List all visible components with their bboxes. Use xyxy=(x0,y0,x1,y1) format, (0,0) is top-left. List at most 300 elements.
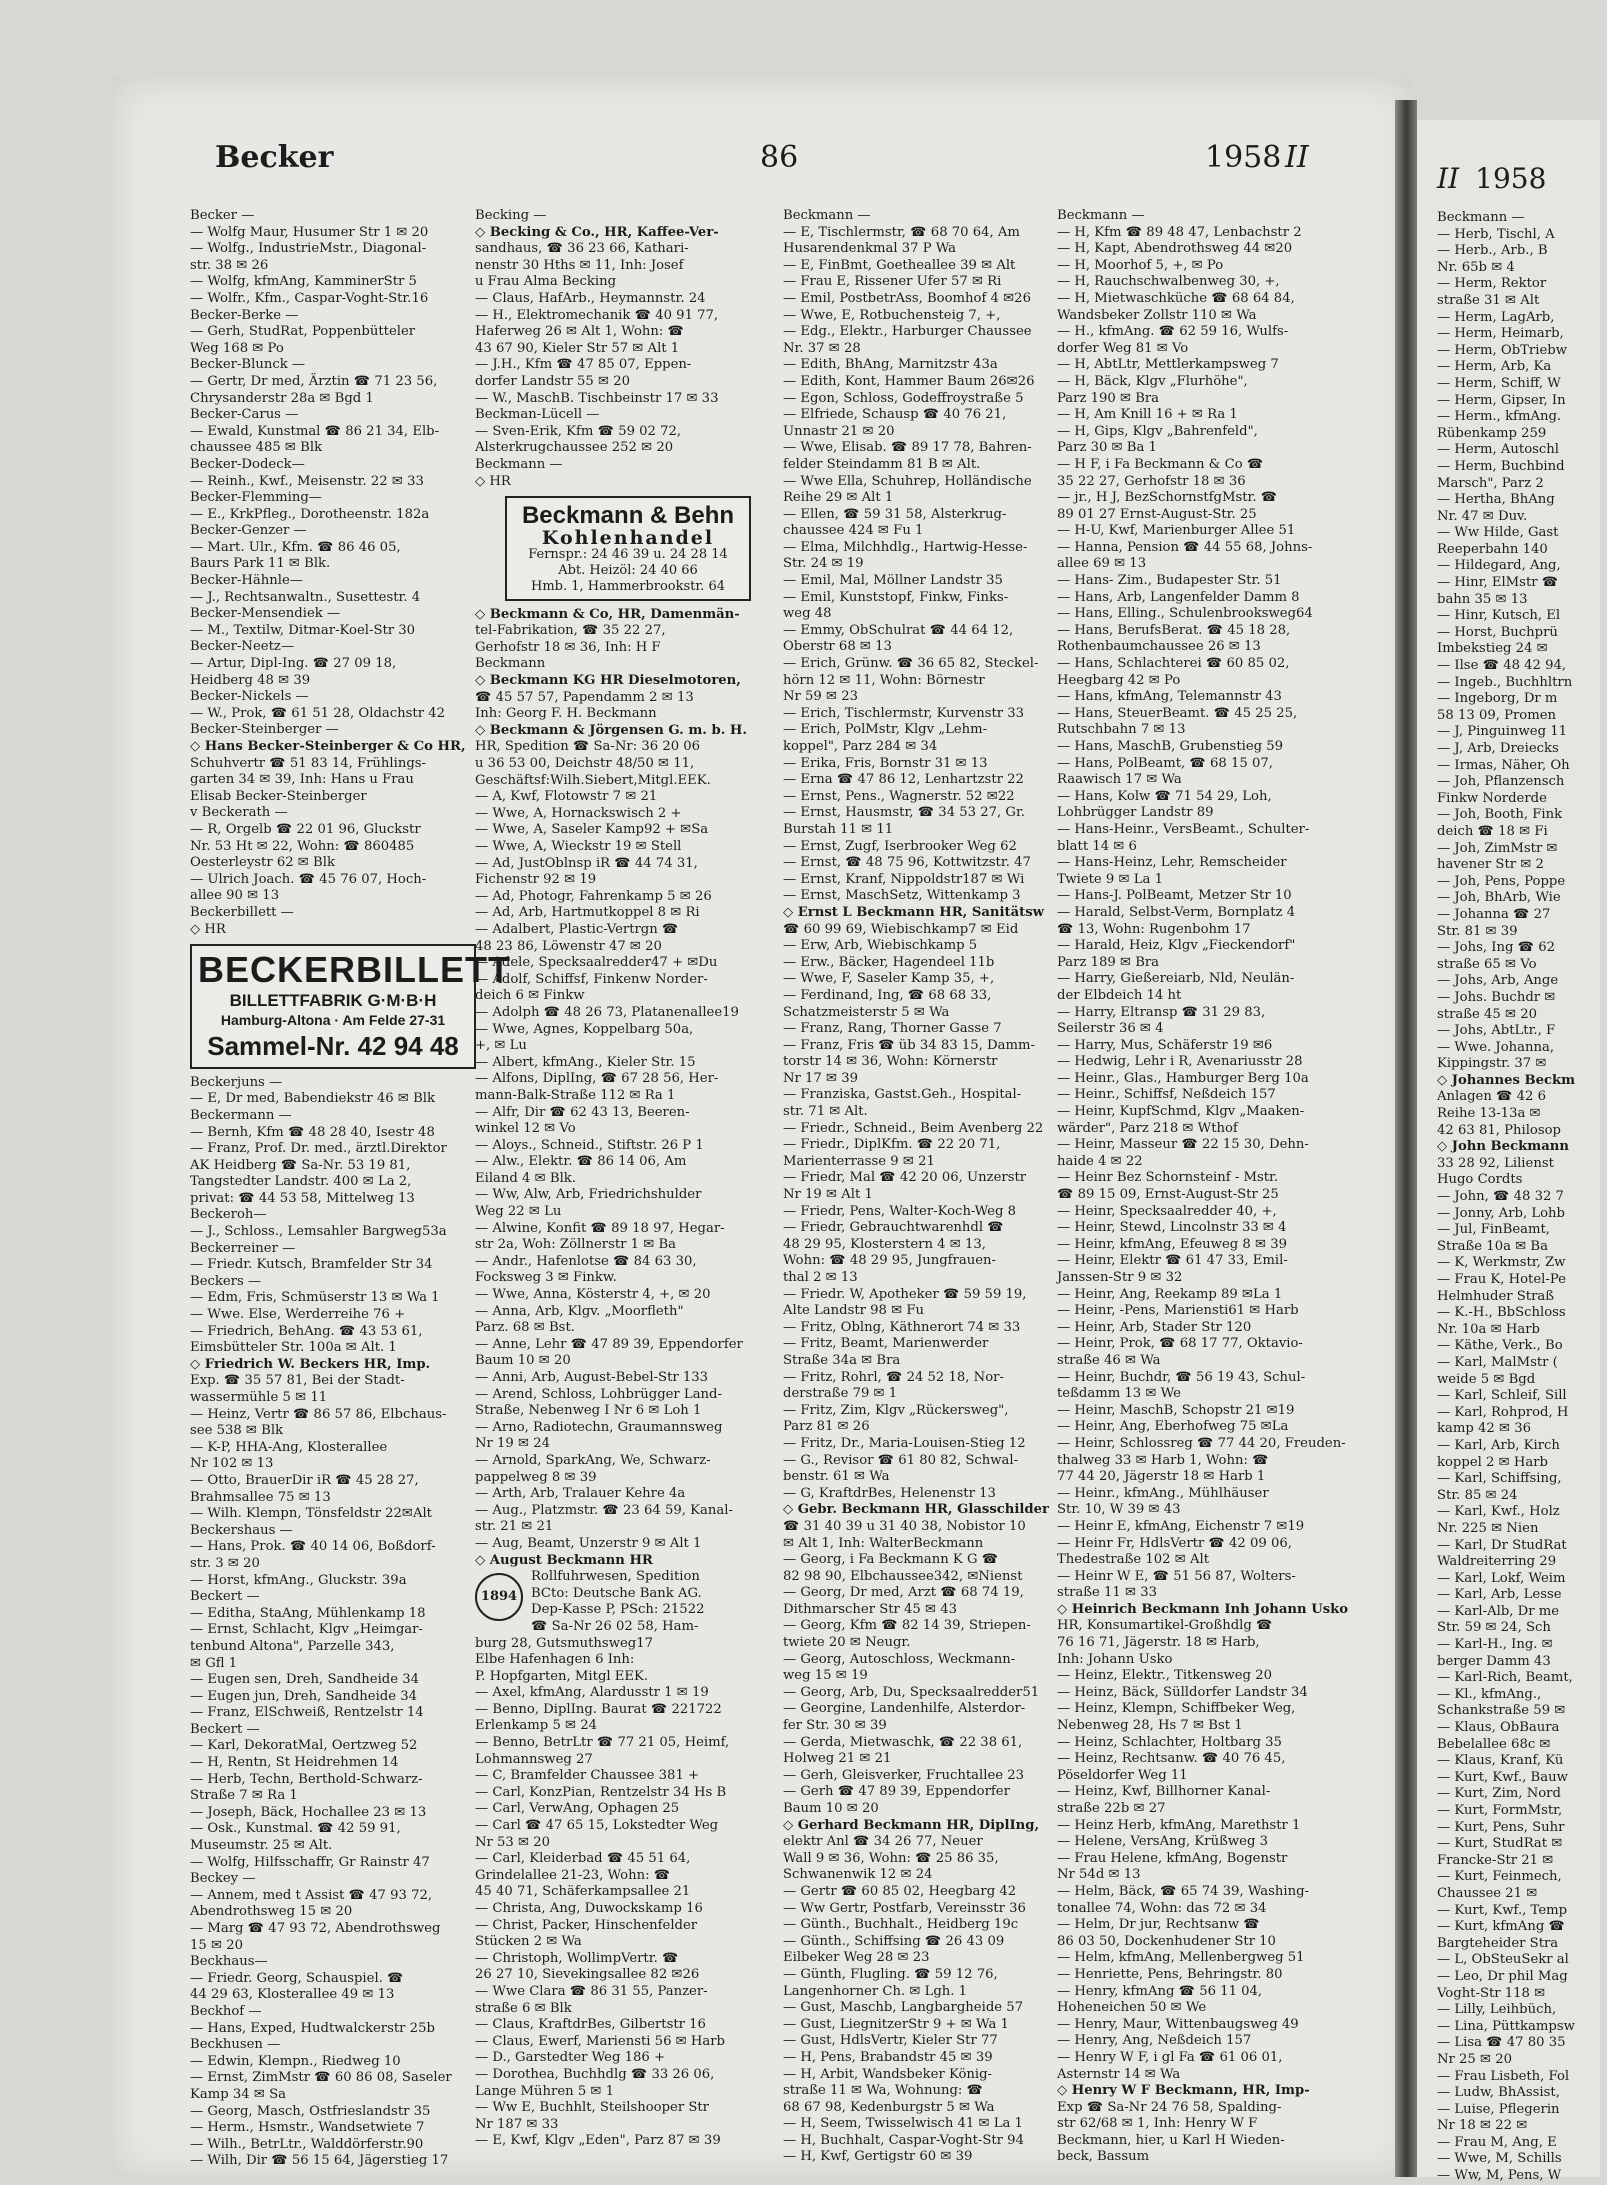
directory-entry: — Wwe. Johanna, xyxy=(1437,1039,1555,1055)
directory-entry: — Gerda, Mietwaschk, ☎ 22 38 61, xyxy=(783,1734,1023,1750)
directory-entry: — Johs, Ing ☎ 62 xyxy=(1437,940,1555,956)
directory-entry: — Kurt, Zim, Nord xyxy=(1437,1786,1561,1802)
directory-entry: — Joh, Pflanzensch xyxy=(1437,774,1565,790)
directory-entry: — Ernst, Hausmstr, ☎ 34 53 27, Gr. xyxy=(783,805,1025,821)
directory-entry: Nebenweg 28, Hs 7 ✉ Bst 1 xyxy=(1057,1718,1243,1734)
directory-entry: — Herm, Heimarb, xyxy=(1437,326,1564,342)
directory-entry: — Friedr., Schneid., Beim Avenberg 22 xyxy=(783,1120,1044,1136)
directory-entry: ✉ Gfl 1 xyxy=(190,1655,238,1671)
page-header-left: Becker xyxy=(215,140,334,175)
directory-entry: ◇ John Beckmann xyxy=(1437,1139,1569,1155)
directory-entry: 35 22 27, Gerhofstr 18 ✉ 36 xyxy=(1057,473,1246,489)
directory-entry: straße 11 ✉ 33 xyxy=(1057,1585,1158,1601)
directory-entry: Wall 9 ✉ 36, Wohn: ☎ 25 86 35, xyxy=(783,1850,999,1866)
directory-entry: Exp. ☎ 35 57 81, Bei der Stadt- xyxy=(190,1373,405,1389)
directory-entry: — Ferdinand, Ing, ☎ 68 68 33, xyxy=(783,987,992,1003)
directory-entry: — Ww Hilde, Gast xyxy=(1437,525,1559,541)
directory-entry: — Ernst, Schlacht, Klgv „Heimgar- xyxy=(190,1622,423,1638)
directory-entry: — Frau Lisbeth, Fol xyxy=(1437,2068,1570,2084)
directory-entry: — Carl ☎ 47 65 15, Lokstedter Weg xyxy=(475,1818,719,1834)
ad-subtitle: Kohlenhandel xyxy=(541,527,715,550)
directory-entry: garten 34 ✉ 39, Inh: Hans u Frau xyxy=(190,772,414,788)
directory-entry: Reeperbahn 140 xyxy=(1437,541,1548,557)
directory-entry: Parz 189 ✉ Bra xyxy=(1057,954,1160,970)
directory-entry: dorfer Weg 81 ✉ Vo xyxy=(1057,340,1189,356)
directory-entry: Parz 81 ✉ 26 xyxy=(783,1419,870,1435)
beckmann-behn-ad xyxy=(505,496,751,601)
directory-entry: straße 22b ✉ 27 xyxy=(1057,1801,1166,1816)
directory-entry: — Fritz, Zim, Klgv „Rückersweg", xyxy=(783,1402,1009,1418)
directory-entry: — Kurt, StudRat ✉ xyxy=(1437,1836,1563,1852)
directory-entry: — Emil, Kunststopf, Finkw, Finks- xyxy=(783,589,1009,605)
directory-entry: — Karl, DekoratMal, Oertzweg 52 xyxy=(190,1738,418,1754)
directory-entry: allee 90 ✉ 13 xyxy=(190,888,280,904)
directory-entry: — Elfriede, Schausp ☎ 40 76 21, xyxy=(783,407,1007,423)
directory-entry: — Leo, Dr phil Mag xyxy=(1437,1968,1568,1984)
directory-entry: +, ✉ Lu xyxy=(475,1038,527,1054)
directory-entry: — Aloys., Schneid., Stiftstr. 26 P 1 xyxy=(475,1137,704,1153)
directory-entry: Straße, Nebenweg I Nr 6 ✉ Loh 1 xyxy=(475,1403,702,1419)
directory-entry: Langenhorner Ch. ✉ Lgh. 1 xyxy=(783,1983,968,1999)
directory-entry: — Hans, MaschB, Grubenstieg 59 xyxy=(1057,739,1284,754)
directory-entry: AK Heidberg ☎ Sa-Nr. 53 19 81, xyxy=(190,1157,411,1173)
directory-entry: — Alw., Elektr. ☎ 86 14 06, Am xyxy=(475,1154,687,1170)
directory-entry: — Osk., Kunstmal. ☎ 42 59 91, xyxy=(190,1821,401,1837)
directory-entry: — Kurt, Feinmech, xyxy=(1437,1869,1562,1885)
directory-entry: Holweg 21 ✉ 21 xyxy=(783,1751,892,1767)
directory-entry: — Heinz, Rechtsanw. ☎ 40 76 45, xyxy=(1057,1751,1286,1767)
directory-entry: — Herm., Hsmstr., Wandsetwiete 7 xyxy=(190,2120,425,2136)
directory-entry: — Friedr. Georg, Schauspiel. ☎ xyxy=(190,1970,404,1986)
directory-entry: havener Str ✉ 2 xyxy=(1437,857,1544,873)
directory-entry: Imbekstieg 24 ✉ xyxy=(1437,641,1548,657)
directory-entry: — Kl., kfmAng., xyxy=(1437,1686,1542,1702)
directory-entry: — Jonny, Arb, Lohb xyxy=(1437,1205,1565,1221)
directory-entry: Nr. 47 ✉ Duv. xyxy=(1437,508,1528,524)
directory-entry: — Gertr, Dr med, Ärztin ☎ 71 23 56, xyxy=(190,373,438,389)
directory-entry: Becker — xyxy=(190,208,255,223)
directory-entry: — Hans-Heinz, Lehr, Remscheider xyxy=(1057,855,1287,871)
directory-entry: Nr. 10a ✉ Harb xyxy=(1437,1321,1540,1337)
directory-entry: Becker-Genzer — xyxy=(190,523,307,539)
directory-entry: — Luise, Pflegerin xyxy=(1437,2101,1560,2117)
directory-entry: Beckmann — xyxy=(783,208,871,223)
directory-entry: — J.H., Kfm ☎ 47 85 07, Eppen- xyxy=(475,357,692,373)
directory-entry: Beckey — xyxy=(190,1871,256,1887)
directory-entry: — Hans-Heinr., VersBeamt., Schulter- xyxy=(1057,821,1310,837)
directory-entry: — Heinr Bez Schornsteinf - Mstr. xyxy=(1057,1170,1279,1186)
directory-entry: — Hans, BerufsBerat. ☎ 45 18 28, xyxy=(1057,622,1291,638)
directory-entry: u Frau Alma Becking xyxy=(475,274,617,290)
directory-entry: ◇ Johannes Beckm xyxy=(1437,1072,1576,1088)
directory-entry: — Franz, Prof. Dr. med., ärztl.Direktor xyxy=(190,1141,447,1157)
directory-entry: — Karl, Rohprod, H xyxy=(1437,1404,1569,1420)
ad-address: Hamburg-Altona · Am Felde 27-31 xyxy=(220,1012,446,1029)
directory-entry: — Franz, ElSchweiß, Rentzelstr 14 xyxy=(190,1705,424,1721)
directory-entry: — Arth, Arb, Tralauer Kehre 4a xyxy=(475,1486,686,1502)
directory-entry: — Gust, HdlsVertr, Kieler Str 77 xyxy=(783,2033,998,2049)
directory-entry: — Wwe, Elisab. ☎ 89 17 78, Bahren- xyxy=(783,440,1032,456)
directory-entry: ◇ Friedrich W. Beckers HR, Imp. xyxy=(190,1356,431,1372)
directory-entry: hörn 12 ✉ 11, Wohn: Börnestr xyxy=(783,672,985,688)
page-number: 86 xyxy=(760,140,799,175)
directory-entry: — Wwe, Agnes, Koppelbarg 50a, xyxy=(475,1021,694,1037)
facing-page-year: 1958 xyxy=(1475,162,1547,195)
directory-entry: — Heinz, Kwf, Billhorner Kanal- xyxy=(1057,1784,1271,1800)
register-mark: ◇ HR xyxy=(475,473,511,489)
ad-address: Hmb. 1, Hammerbrookstr. 64 xyxy=(531,578,725,594)
directory-entry: — Wolfr., Kfm., Caspar-Voght-Str.16 xyxy=(190,290,429,306)
directory-entry: Beckmann, hier, u Karl H Wieden- xyxy=(1057,2132,1285,2148)
directory-entry: chaussee 424 ✉ Fu 1 xyxy=(783,523,924,539)
directory-entry: — Christa, Ang, Duwockskamp 16 xyxy=(475,1901,703,1916)
directory-entry: thalweg 33 ✉ Harb 1, Wohn: ☎ xyxy=(1057,1452,1269,1468)
directory-entry: — Herm, ObTriebw xyxy=(1437,342,1567,358)
directory-entry: Francke-Str 21 ✉ xyxy=(1437,1852,1554,1868)
directory-entry: — Edith, BhAng, Marnitzstr 43a xyxy=(783,357,998,373)
directory-entry: — Georg, Kfm ☎ 82 14 39, Striepen- xyxy=(783,1618,1031,1634)
directory-entry: — Hinr, Kutsch, El xyxy=(1437,608,1561,624)
directory-entry: Becking — xyxy=(475,208,547,223)
directory-entry: — Helm, Bäck, ☎ 65 74 39, Washing- xyxy=(1057,1883,1309,1899)
directory-entry: — Anni, Arb, August-Bebel-Str 133 xyxy=(475,1370,709,1385)
directory-entry: — Wwe, A, Saseler Kamp92 + ✉Sa xyxy=(475,822,709,838)
directory-entry: — Dorothea, Buchhdlg ☎ 33 26 06, xyxy=(475,2066,715,2082)
directory-entry: — Heinr, Prok, ☎ 68 17 77, Oktavio- xyxy=(1057,1336,1303,1352)
book-gutter xyxy=(1395,100,1417,2177)
directory-entry: — W., MaschB. Tischbeinstr 17 ✉ 33 xyxy=(475,390,719,406)
directory-entry: — Arend, Schloss, Lohbrügger Land- xyxy=(475,1386,722,1402)
directory-entry: Alsterkrugchaussee 252 ✉ 20 xyxy=(475,440,674,456)
directory-entry: — Wilh, Dir ☎ 56 15 64, Jägerstieg 17 xyxy=(190,2153,449,2169)
directory-entry: — Günth., Buchhalt., Heidberg 19c xyxy=(783,1917,1019,1933)
directory-entry: — Lilly, Leihbüch, xyxy=(1437,2002,1557,2018)
directory-entry: — H, Kwf, Gertigstr 60 ✉ 39 xyxy=(783,2149,973,2165)
directory-entry: straße 31 ✉ Alt xyxy=(1437,292,1540,308)
directory-entry: — Friedrich, BehAng. ☎ 43 53 61, xyxy=(190,1323,423,1339)
directory-entry: Elbe Hafenhagen 6 Inh: xyxy=(475,1652,635,1668)
directory-entry: Abendrothsweg 15 ✉ 20 xyxy=(190,1904,353,1920)
directory-entry: Parz. 68 ✉ Bst. xyxy=(475,1320,575,1336)
directory-entry: — Benno, DiplIng. Baurat ☎ 221722 xyxy=(475,1701,722,1717)
directory-entry: — C, Bramfelder Chaussee 381 + xyxy=(475,1768,700,1784)
directory-entry: Straße 10a ✉ Ba xyxy=(1437,1238,1548,1254)
directory-entry: straße 11 ✉ Wa, Wohnung: ☎ xyxy=(783,2083,983,2099)
directory-entry: — Heinr, Stewd, Lincolnstr 33 ✉ 4 xyxy=(1057,1220,1287,1236)
directory-entry: — K-P, HHA-Ang, Klosterallee xyxy=(190,1439,388,1455)
directory-entry: Focksweg 3 ✉ Finkw. xyxy=(475,1270,617,1286)
directory-entry: — Franz, Rang, Thorner Gasse 7 xyxy=(783,1021,1002,1037)
directory-entry: — Reinh., Kwf., Meisenstr. 22 ✉ 33 xyxy=(190,473,424,489)
directory-entry: — Georg, Autoschloss, Weckmann- xyxy=(783,1651,1016,1667)
directory-entry: — Friedr. W, Apotheker ☎ 59 59 19, xyxy=(783,1286,1027,1302)
directory-entry: — Ww, M, Pens, W xyxy=(1437,2168,1562,2184)
directory-entry: — Heinr., Schiffsf, Neßdeich 157 xyxy=(1057,1087,1276,1103)
directory-entry: — Hans, PolBeamt, ☎ 68 15 07, xyxy=(1057,755,1273,771)
directory-entry: — Benno, BetrLtr ☎ 77 21 05, Heimf, xyxy=(475,1735,730,1751)
directory-entry: Gerhofstr 18 ✉ 36, Inh: H F xyxy=(475,639,661,655)
directory-entry: — Horst, kfmAng., Gluckstr. 39a xyxy=(190,1572,407,1588)
directory-entry: — Joseph, Bäck, Hochallee 23 ✉ 13 xyxy=(190,1804,427,1820)
directory-entry: Eimsbütteler Str. 100a ✉ Alt. 1 xyxy=(190,1340,397,1356)
directory-entry: ◇ Gebr. Beckmann HR, Glasschilder xyxy=(783,1502,1049,1518)
directory-entry: Rollfuhrwesen, Spedition xyxy=(531,1569,700,1585)
directory-entry: — Ernst, ☎ 48 75 96, Kottwitzstr. 47 xyxy=(783,855,1031,871)
directory-entry: — G., Revisor ☎ 61 80 82, Schwal- xyxy=(783,1452,1019,1468)
directory-entry: koppel", Parz 284 ✉ 34 xyxy=(783,739,938,754)
directory-entry: str. 3 ✉ 20 xyxy=(190,1555,260,1571)
directory-entry: — Wolfg, Hilfsschaffr, Gr Rainstr 47 xyxy=(190,1854,430,1870)
directory-entry: ☎ Sa-Nr 26 02 58, Ham- xyxy=(531,1618,699,1634)
directory-entry: straße 46 ✉ Wa xyxy=(1057,1352,1161,1368)
directory-entry: 48 29 95, Klosterstern 4 ✉ 13, xyxy=(783,1236,986,1252)
directory-entry: — H, Kapt, Abendrothsweg 44 ✉20 xyxy=(1057,241,1293,257)
directory-entry: haide 4 ✉ 22 xyxy=(1057,1153,1143,1169)
directory-entry: BCto: Deutsche Bank AG. xyxy=(531,1585,702,1601)
directory-entry: — Erw., Bäcker, Hagendeel 11b xyxy=(783,954,995,970)
directory-entry: — H., kfmAng. ☎ 62 59 16, Wulfs- xyxy=(1057,324,1289,340)
directory-entry: — Karl, Arb, Lesse xyxy=(1437,1587,1562,1603)
directory-entry: Beckerjuns — xyxy=(190,1074,283,1090)
directory-entry: — Hans, Elling., Schulenbrooksweg64 xyxy=(1057,606,1313,622)
directory-entry: ◇ Heinrich Beckmann Inh Johann Usko xyxy=(1057,1601,1349,1617)
directory-entry: Heegbarg 42 ✉ Po xyxy=(1057,672,1181,688)
directory-entry: Beckman-Lücell — xyxy=(475,407,600,423)
directory-entry: Wandsbeker Zollstr 110 ✉ Wa xyxy=(1057,307,1257,323)
directory-entry: fer Str. 30 ✉ 39 xyxy=(783,1718,887,1734)
directory-entry: — Friedr. Kutsch, Bramfelder Str 34 xyxy=(190,1257,433,1273)
directory-entry: — Gust, LiegnitzerStr 9 + ✉ Wa 1 xyxy=(783,2016,1009,2032)
directory-entry: tonallee 74, Wohn: das 72 ✉ 34 xyxy=(1057,1900,1267,1916)
directory-entry: — Irmas, Näher, Oh xyxy=(1437,757,1570,773)
directory-entry: Marienterrasse 9 ✉ 21 xyxy=(783,1153,935,1169)
directory-entry: Raawisch 17 ✉ Wa xyxy=(1057,772,1182,788)
directory-entry: — Hans, Prok. ☎ 40 14 06, Boßdorf- xyxy=(190,1539,436,1555)
directory-entry: — L, ObSteuSekr al xyxy=(1437,1952,1569,1968)
directory-entry: Schwanenwik 12 ✉ 24 xyxy=(783,1867,933,1883)
directory-entry: Beckermann — xyxy=(190,1107,292,1123)
directory-entry: — Hanna, Pension ☎ 44 55 68, Johns- xyxy=(1057,539,1313,555)
directory-entry: Nr 59 ✉ 23 xyxy=(783,689,859,705)
directory-entry: ◇ August Beckmann HR xyxy=(475,1552,653,1568)
directory-entry: P. Hopfgarten, Mitgl EEK. xyxy=(475,1668,649,1684)
directory-entry: Beckhusen — xyxy=(190,2037,281,2053)
directory-entry: — Heinr, Ang, Eberhofweg 75 ✉La xyxy=(1057,1419,1289,1435)
directory-entry: — H, AbtLtr, Mettlerkampsweg 7 xyxy=(1057,357,1279,373)
directory-entry: benstr. 61 ✉ Wa xyxy=(783,1469,890,1485)
directory-entry: Grindelallee 21-23, Wohn: ☎ xyxy=(475,1867,671,1883)
ad-phone-value: 42 94 48 xyxy=(357,1030,459,1061)
directory-entry: Nr 17 ✉ 39 xyxy=(783,1070,859,1086)
directory-entry: — Christ, Packer, Hinschenfelder xyxy=(475,1917,698,1933)
ad-phone-number xyxy=(198,1029,468,1063)
directory-entry: — Heinz, Schlachter, Holtbarg 35 xyxy=(1057,1734,1282,1750)
directory-entry: chaussee 485 ✉ Blk xyxy=(190,440,323,456)
directory-entry: — Hans- Zim., Budapester Str. 51 xyxy=(1057,573,1282,589)
directory-entry: — Herm, Buchbind xyxy=(1437,458,1565,474)
directory-entry: — Helene, VersAng, Krüßweg 3 xyxy=(1057,1834,1268,1850)
directory-entry: ☎ 45 57 57, Papendamm 2 ✉ 13 xyxy=(475,689,694,705)
directory-entry: Becker-Blunck — xyxy=(190,357,306,373)
column-2 xyxy=(475,208,775,2150)
directory-entry: — Karl, Schiffsing, xyxy=(1437,1471,1562,1487)
directory-entry: — Karl, Schleif, Sill xyxy=(1437,1388,1567,1404)
directory-entry: sandhaus, ☎ 36 23 66, Kathari- xyxy=(475,241,689,257)
directory-entry: — Elma, Milchhdlg., Hartwig-Hesse- xyxy=(783,539,1028,555)
page-year: 1958 xyxy=(1205,140,1282,175)
directory-entry: Beckershaus — xyxy=(190,1522,293,1538)
directory-entry: Straße 7 ✉ Ra 1 xyxy=(190,1788,298,1804)
directory-entry: — Erich, Grünw. ☎ 36 65 82, Steckel- xyxy=(783,656,1039,672)
directory-entry: Nr 19 ✉ Alt 1 xyxy=(783,1187,873,1203)
directory-entry: — Kurt, Kwf., Temp xyxy=(1437,1902,1568,1918)
directory-entry: Hoheneichen 50 ✉ We xyxy=(1057,2000,1207,2016)
directory-entry: koppel 2 ✉ Harb xyxy=(1437,1454,1548,1470)
directory-entry: — Horst, Buchprü xyxy=(1437,624,1558,640)
directory-entry: ☎ 60 99 69, Wiebischkamp7 ✉ Eid xyxy=(783,921,1019,937)
directory-entry: — Herm, Gipser, In xyxy=(1437,392,1566,408)
directory-entry: — Otto, BrauerDir iR ☎ 45 28 27, xyxy=(190,1472,419,1488)
directory-entry: — Wilh., BetrLtr., Walddörferstr.90 xyxy=(190,2136,424,2152)
directory-entry: 82 98 90, Elbchaussee342, ✉Nienst xyxy=(783,1568,1023,1584)
directory-entry: Chaussee 21 ✉ xyxy=(1437,1885,1538,1901)
directory-entry: — Hertha, BhAng xyxy=(1437,492,1555,508)
directory-entry: — Arnold, SparkAng, We, Schwarz- xyxy=(475,1452,711,1468)
directory-entry: — Adalbert, Plastic-Vertrgn ☎ xyxy=(475,921,679,937)
directory-entry: str 2a, Woh: Zöllnerstr 1 ✉ Ba xyxy=(475,1237,677,1253)
directory-entry: Asternstr 14 ✉ Wa xyxy=(1057,2066,1181,2082)
directory-entry: winkel 12 ✉ Vo xyxy=(475,1121,576,1137)
directory-entry: — Fritz, Rohrl, ☎ 24 52 18, Nor- xyxy=(783,1369,1004,1385)
directory-entry: — Heinz, Klempn, Schiffbeker Weg, xyxy=(1057,1701,1296,1717)
directory-entry: Becker-Neetz— xyxy=(190,639,295,655)
directory-entry: — Carl, Kleiderbad ☎ 45 51 64, xyxy=(475,1851,691,1867)
directory-entry: — J, Pinguinweg 11 xyxy=(1437,724,1568,740)
directory-entry: — Heinr, Masseur ☎ 22 15 30, Dehn- xyxy=(1057,1137,1309,1153)
directory-entry: — Ernst, Kranf, Nippoldstr187 ✉ Wi xyxy=(783,871,1025,887)
directory-entry: — Wwe, Anna, Kösterstr 4, +, ✉ 20 xyxy=(475,1287,711,1303)
directory-entry: Baurs Park 11 ✉ Blk. xyxy=(190,556,331,572)
directory-entry: Nr. 225 ✉ Nien xyxy=(1437,1520,1539,1536)
directory-entry: str 62/68 ✉ 1, Inh: Henry W F xyxy=(1057,2116,1258,2132)
directory-entry: Parz 190 ✉ Bra xyxy=(1057,390,1160,406)
directory-entry: — E, FinBmt, Goetheallee 39 ✉ Alt xyxy=(783,257,1016,273)
directory-entry: — H, Rauchschwalbenweg 30, +, xyxy=(1057,274,1280,290)
directory-entry: — Wwe, A, Wieckstr 19 ✉ Stell xyxy=(475,839,682,854)
directory-entry: wassermühle 5 ✉ 11 xyxy=(190,1390,328,1405)
directory-entry: — Adolf, Schiffsf, Finkenw Norder- xyxy=(475,971,708,987)
directory-entry: Beckeroh— xyxy=(190,1207,267,1223)
directory-entry: Inh: Georg F. H. Beckmann xyxy=(475,706,657,722)
directory-entry: — Herm, Rektor xyxy=(1437,276,1547,292)
directory-entry: der Elbdeich 14 ht xyxy=(1057,987,1182,1003)
directory-entry: — Emmy, ObSchulrat ☎ 44 64 12, xyxy=(783,622,1014,638)
directory-entry: — Henry, Maur, Wittenbaugsweg 49 xyxy=(1057,2016,1299,2032)
directory-entry: — Wwe, E, Rotbuchensteig 7, +, xyxy=(783,307,1001,323)
directory-entry: ◇ Beckmann & Co, HR, Damenmän- xyxy=(475,606,740,622)
directory-entry: — Wwe Clara ☎ 86 31 55, Panzer- xyxy=(475,1983,708,1999)
directory-entry: Unnastr 21 ✉ 20 xyxy=(783,423,895,439)
directory-entry: Marsch", Parz 2 xyxy=(1437,475,1544,491)
directory-entry: Nr 18 ✉ 22 ✉ xyxy=(1437,2118,1528,2134)
directory-entry: — Edm, Fris, Schmüserstr 13 ✉ Wa 1 xyxy=(190,1290,440,1306)
directory-entry: 58 13 09, Promen xyxy=(1437,707,1557,723)
directory-entry: — W., Prok, ☎ 61 51 28, Oldachstr 42 xyxy=(190,705,445,721)
directory-entry: — Helm, kfmAng, Mellenbergweg 51 xyxy=(1057,1950,1305,1966)
directory-entry: twiete 20 ✉ Neugr. xyxy=(783,1635,911,1651)
directory-entry: Fichenstr 92 ✉ 19 xyxy=(475,872,597,888)
directory-entry: — Ingeborg, Dr m xyxy=(1437,691,1558,707)
directory-entry: — Herm, Arb, Ka xyxy=(1437,359,1552,375)
directory-entry: Stücken 2 ✉ Wa xyxy=(475,1934,582,1950)
directory-entry: Str. 81 ✉ 39 xyxy=(1437,923,1518,939)
ad-heating-oil: Abt. Heizöl: 24 40 66 xyxy=(558,562,698,578)
directory-entry: — Heinr, Ang, Reekamp 89 ✉La 1 xyxy=(1057,1286,1283,1302)
directory-entry: — E, Kwf, Klgv „Eden", Parz 87 ✉ 39 xyxy=(475,2133,721,2149)
directory-entry: — Alfons, DiplIng, ☎ 67 28 56, Her- xyxy=(475,1071,719,1087)
directory-entry: — Mart. Ulr., Kfm. ☎ 86 46 05, xyxy=(190,539,401,555)
directory-entry: 77 44 20, Jägerstr 18 ✉ Harb 1 xyxy=(1057,1469,1266,1485)
directory-entry: — Wwe. Else, Werderreihe 76 + xyxy=(190,1307,406,1323)
directory-entry: — H, Am Knill 16 + ✉ Ra 1 xyxy=(1057,407,1238,423)
directory-entry: — E., KrkPfleg., Dorotheenstr. 182a xyxy=(190,506,430,522)
directory-entry: Nr 54d ✉ 13 xyxy=(1057,1867,1141,1883)
directory-entry: Nr. 37 ✉ 28 xyxy=(783,340,861,356)
directory-entry: — Karl, Dr StudRat xyxy=(1437,1537,1567,1553)
directory-entry: ✉ Alt 1, Inh: WalterBeckmann xyxy=(783,1535,984,1551)
directory-entry: see 538 ✉ Blk xyxy=(190,1423,284,1439)
directory-entry: — Johs, AbtLtr., F xyxy=(1437,1023,1556,1039)
directory-entry: — Erich, Tischlermstr, Kurvenstr 33 xyxy=(783,705,1025,721)
directory-entry: Kippingstr. 37 ✉ xyxy=(1437,1056,1547,1072)
directory-entry: str. 71 ✉ Alt. xyxy=(783,1104,868,1120)
directory-entry: — Emil, PostbetrAss, Boomhof 4 ✉26 xyxy=(783,290,1031,306)
directory-entry: — Georg, Arb, Du, Specksaalredder51 xyxy=(783,1684,1040,1700)
directory-entry: — Heinr W E, ☎ 51 56 87, Wolters- xyxy=(1057,1568,1296,1584)
directory-entry: v Beckerath — xyxy=(190,805,288,821)
directory-entry: — Heinr, Elektr ☎ 61 47 33, Emil- xyxy=(1057,1253,1288,1269)
directory-entry: Eilbeker Weg 28 ✉ 23 xyxy=(783,1950,930,1966)
directory-entry: Elisab Becker-Steinberger xyxy=(190,788,367,804)
directory-entry: — Heinr Fr, HdlsVertr ☎ 42 09 06, xyxy=(1057,1535,1292,1551)
directory-entry: — Heinz Herb, kfmAng, Marethstr 1 xyxy=(1057,1817,1301,1833)
directory-entry: 86 03 50, Dockenhudener Str 10 xyxy=(1057,1933,1276,1949)
directory-entry: blatt 14 ✉ 6 xyxy=(1057,838,1137,854)
directory-entry: — K.-H., BbSchloss xyxy=(1437,1305,1566,1321)
directory-entry: Dithmarscher Str 45 ✉ 43 xyxy=(783,1601,958,1617)
directory-entry: — H, Pens, Brabandstr 45 ✉ 39 xyxy=(783,2049,993,2065)
directory-entry: — Wwe, A, Hornackswisch 2 + xyxy=(475,805,682,821)
directory-entry: — J, Arb, Dreiecks xyxy=(1437,741,1559,756)
directory-entry: ◇ Becking & Co., HR, Kaffee-Ver- xyxy=(475,224,719,240)
column-3 xyxy=(783,208,1053,2166)
directory-entry: — Harald, Selbst-Verm, Bornplatz 4 xyxy=(1057,904,1296,920)
directory-entry: — Edith, Kont, Hammer Baum 26✉26 xyxy=(783,373,1035,389)
directory-entry: ☎ 13, Wohn: Rugenbohm 17 xyxy=(1057,921,1251,937)
directory-entry: — H-U, Kwf, Marienburger Allee 51 xyxy=(1057,523,1296,539)
directory-entry: — Bernh, Kfm ☎ 48 28 40, Isestr 48 xyxy=(190,1124,435,1140)
directory-entry: — Alwine, Konfit ☎ 89 18 97, Hegar- xyxy=(475,1220,725,1236)
directory-entry: — Harry, Mus, Schäferstr 19 ✉6 xyxy=(1057,1037,1273,1053)
directory-entry: — Heinz, Elektr., Titkensweg 20 xyxy=(1057,1668,1272,1684)
directory-entry: Dep-Kasse P, PSch: 21522 xyxy=(531,1602,705,1618)
directory-entry: — Heinr E, kfmAng, Eichenstr 7 ✉19 xyxy=(1057,1518,1305,1534)
register-mark: ◇ HR xyxy=(190,921,226,937)
directory-entry: — Karl, Arb, Kirch xyxy=(1437,1437,1560,1453)
directory-entry: — Heinr, Specksaalredder 40, +, xyxy=(1057,1203,1277,1219)
directory-entry: — Fritz, Dr., Maria-Louisen-Stieg 12 xyxy=(783,1435,1026,1451)
directory-entry: — Friedr, Gebrauchtwarenhdl ☎ xyxy=(783,1220,1004,1236)
